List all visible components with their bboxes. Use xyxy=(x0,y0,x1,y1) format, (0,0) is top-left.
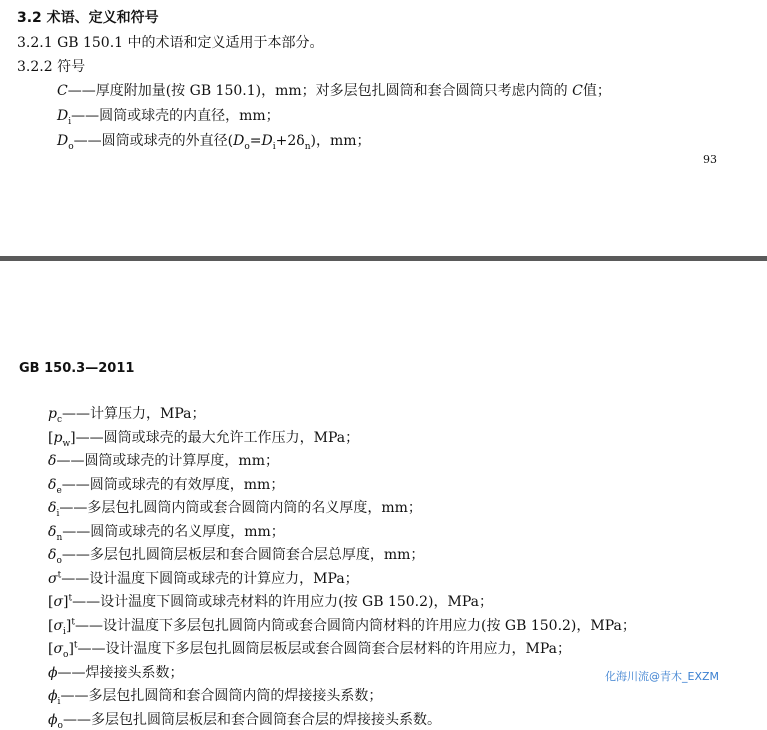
symbol xyxy=(48,500,60,519)
symbol-C: C xyxy=(57,83,68,99)
definition-C-text: ——厚度附加量(按 GB 150.1)，mm；对多层包扎圆筒和套合圆筒只考虑内筒的 xyxy=(67,83,568,99)
definition-text: ——设计温度下多层包扎圆筒层板层或套合圆筒套合层材料的许用应力，MPa； xyxy=(77,641,572,657)
symbol-definition-row xyxy=(48,544,424,566)
definition-text: ——多层包扎圆筒层板层和套合圆筒套合层总厚度，mm； xyxy=(61,547,425,563)
symbol-superscript: t xyxy=(57,569,62,580)
standard-header: GB 150.3—2011 xyxy=(19,361,135,376)
symbol-superscript: t xyxy=(73,640,78,651)
formula-D: D xyxy=(233,133,245,149)
symbol-definition-row xyxy=(48,474,284,496)
subscript-i: i xyxy=(68,116,72,127)
definition-text: ——圆筒或球壳的名义厚度，mm； xyxy=(62,523,285,540)
definition-text: ——圆筒或球壳的最大允许工作压力，MPa； xyxy=(75,429,360,446)
formula-sub-i: i xyxy=(272,141,276,152)
definition-Do-text: ——圆筒或球壳的外直径( xyxy=(73,133,234,149)
symbol: $[p_w]$ xyxy=(48,429,76,449)
symbol-subscript: o xyxy=(57,720,63,730)
definition-C-end: 值； xyxy=(582,83,611,99)
definition-text: ——圆筒或球壳的计算厚度，mm； xyxy=(56,453,279,469)
definition-text: ——焊接接头系数； xyxy=(57,664,184,681)
symbol-subscript: e xyxy=(56,485,62,496)
definition-C xyxy=(57,80,611,100)
symbol-D: D xyxy=(57,133,69,149)
formula-D-i: D xyxy=(261,133,273,149)
definition-text: ——多层包扎圆筒层板层和套合圆筒套合层的焊接接头系数。 xyxy=(62,711,441,728)
definition-text: ——计算压力，MPa； xyxy=(62,406,206,422)
symbol-subscript: i xyxy=(57,696,61,707)
symbol xyxy=(48,665,58,681)
definition-text: ——多层包扎圆筒内筒或套合圆筒内筒的名义厚度，mm； xyxy=(59,500,422,516)
formula-sub-o: o xyxy=(244,141,250,152)
symbol-definition-row xyxy=(48,403,206,425)
symbol-letter: p xyxy=(48,406,57,422)
symbol xyxy=(48,547,62,566)
symbol-letter: ϕ xyxy=(48,664,58,681)
definition-text: ——设计温度下圆筒或球壳材料的许用应力(按 GB 150.2)，MPa； xyxy=(72,594,493,610)
symbol: $[\sigma]^t$ xyxy=(48,593,73,610)
symbol-subscript: w xyxy=(62,438,71,449)
symbol-definition-row xyxy=(48,638,571,660)
formula-plus-delta: +2δ xyxy=(275,133,305,149)
symbol-subscript: o xyxy=(56,555,62,566)
section-3-2-2-heading: 3.2.2 符号 xyxy=(17,59,86,75)
section-3-2-heading: 3.2 术语、定义和符号 xyxy=(17,10,159,26)
symbol: $[\sigma_o]^t$ xyxy=(48,640,78,660)
symbol-subscript: o xyxy=(63,649,69,660)
symbol-definition-row xyxy=(48,427,359,449)
symbol-definition-row xyxy=(48,615,636,637)
definition-text: ——设计温度下圆筒或球壳的计算应力，MPa； xyxy=(61,570,359,587)
symbol-subscript: i xyxy=(56,508,60,519)
symbol-letter: δ xyxy=(48,453,57,469)
symbol-letter: σ xyxy=(53,594,64,610)
definition-Di-text: ——圆筒或球壳的内直径，mm； xyxy=(71,108,280,124)
section-3-2-1-text: 3.2.1 GB 150.1 中的术语和定义适用于本部分。 xyxy=(17,35,324,51)
symbol-letter: σ xyxy=(48,570,58,587)
symbol-superscript: t xyxy=(68,593,73,604)
symbol xyxy=(48,688,61,707)
symbol-letter: ϕ xyxy=(48,711,58,728)
symbol-C-inline: C xyxy=(572,83,583,99)
symbol-subscript: n xyxy=(56,532,63,543)
page-divider xyxy=(0,256,767,261)
symbol-definition-row xyxy=(48,521,285,543)
symbol-definition-row xyxy=(48,450,279,470)
symbol-subscript: i xyxy=(63,626,66,637)
symbol-superscript: t xyxy=(71,616,76,627)
subscript-o: o xyxy=(68,141,74,152)
symbol-letter: δ xyxy=(48,523,57,540)
symbol-definition-row xyxy=(48,591,493,611)
symbol-definition-row xyxy=(48,709,441,730)
watermark: 化海川流@青木_EXZM xyxy=(605,670,720,683)
symbol-letter: ϕ xyxy=(48,688,58,704)
symbol-letter: δ xyxy=(48,547,57,563)
formula-equals: = xyxy=(249,133,262,149)
symbol-subscript: c xyxy=(56,414,63,425)
symbol xyxy=(48,406,63,425)
symbol xyxy=(48,523,63,543)
definition-Do-end: )，mm； xyxy=(310,133,371,149)
symbol-definition-row xyxy=(48,662,184,682)
definition-text: ——设计温度下多层包扎圆筒内筒或套合圆筒内筒材料的许用应力(按 GB 150.2)，MPa； xyxy=(75,617,636,634)
symbol xyxy=(48,476,62,496)
symbol-letter: δ xyxy=(48,476,57,493)
symbol-definition-row xyxy=(48,685,382,707)
symbol-letter: σ xyxy=(53,617,64,634)
symbol xyxy=(48,712,63,728)
symbol-letter: σ xyxy=(53,641,64,657)
definition-Di xyxy=(57,105,280,127)
definition-Do xyxy=(57,130,371,152)
symbol-definition-row xyxy=(48,568,359,588)
symbol: $[\sigma_i]^t$ xyxy=(48,616,76,637)
symbol-D: D xyxy=(57,108,69,124)
symbol-letter: p xyxy=(53,429,63,446)
symbol-definition-row xyxy=(48,497,422,519)
page-number: 93 xyxy=(703,153,717,166)
symbol-letter: δ xyxy=(48,500,57,516)
definition-text: ——圆筒或球壳的有效厚度，mm； xyxy=(61,476,285,493)
formula-sub-n: n xyxy=(304,141,311,152)
definition-text: ——多层包扎圆筒和套合圆筒内筒的焊接接头系数； xyxy=(60,688,383,704)
symbol xyxy=(48,571,61,587)
